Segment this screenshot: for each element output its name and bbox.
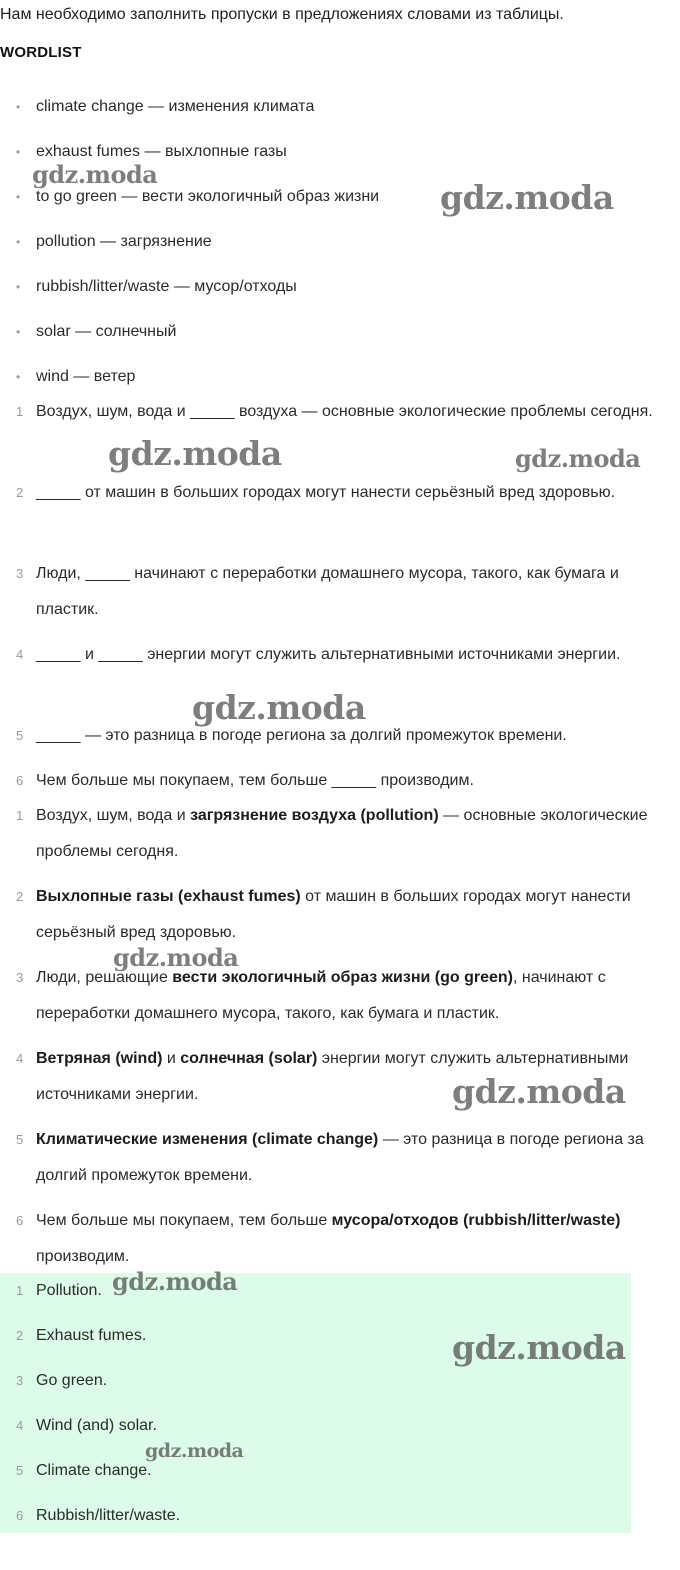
solution-text: и [162, 1050, 181, 1067]
answer-item [0, 1323, 672, 1368]
intro-text: Нам необходимо заполнить пропуски в предложениях словами из таблицы. [0, 6, 564, 23]
exercise-item [0, 475, 672, 556]
item-number: 3 [16, 1373, 24, 1388]
exercise-text: _____ и _____ энергии могут служить альтернативными источниками энергии. [36, 646, 621, 663]
wordlist-item: • pollution — загрязнение [0, 229, 379, 274]
watermark: gdz.moda [32, 160, 158, 189]
answer-text: Exhaust fumes. [36, 1327, 147, 1344]
item-number: 5 [16, 1132, 24, 1147]
exercise-item [0, 718, 672, 763]
item-number: 1 [16, 1283, 24, 1298]
solution-text: Чем больше мы покупаем, тем больше [36, 1212, 332, 1229]
item-number: 6 [16, 1508, 24, 1523]
exercise-item [0, 637, 672, 718]
item-number: 2 [16, 485, 24, 500]
answer-text: Go green. [36, 1372, 108, 1389]
exercise-item [0, 394, 672, 475]
exercise-text: _____ от машин в больших городах могут нанести серьёзный вред здоровью. [36, 484, 616, 501]
wordlist-item: • wind — ветер [0, 364, 379, 409]
solution-list [0, 798, 672, 1284]
solution-item [0, 798, 672, 879]
answer-text: Pollution. [36, 1282, 102, 1299]
answer-item [0, 1413, 672, 1458]
answer-item [0, 1458, 672, 1503]
item-number: 3 [16, 970, 24, 985]
item-number: 1 [16, 404, 24, 419]
solution-text: — это разница в погоде региона за долгий промежуток времени. [36, 1131, 644, 1184]
wordlist-heading: WORDLIST [0, 44, 82, 61]
answer-item [0, 1278, 672, 1323]
solution-text: Люди, решающие [36, 969, 173, 986]
solution-item [0, 879, 672, 960]
wordlist-item: • rubbish/litter/waste — мусор/отходы [0, 274, 379, 319]
solution-text: Воздух, шум, вода и [36, 807, 191, 824]
watermark: gdz.moda [452, 1072, 626, 1111]
answer-text: Climate change. [36, 1462, 152, 1479]
solution-text: — основные экологические проблемы сегодня. [36, 807, 648, 860]
item-number: 4 [16, 647, 24, 662]
solution-item [0, 960, 672, 1041]
solution-item [0, 1041, 672, 1122]
item-number: 5 [16, 1463, 24, 1478]
solution-text: , начинают с переработки домашнего мусора, такого, как бумага и пластик. [36, 969, 606, 1022]
solution-text: энергии могут служить альтернативными источниками энергии. [36, 1050, 629, 1103]
item-number: 2 [16, 1328, 24, 1343]
exercise-list [0, 394, 672, 808]
answer-text: Rubbish/litter/waste. [36, 1507, 181, 1524]
answer-item [0, 1368, 672, 1413]
answer-highlight: Выхлопные газы (exhaust fumes) [36, 888, 301, 905]
watermark: gdz.moda [192, 688, 366, 727]
watermark: gdz.moda [452, 1328, 626, 1367]
answer-item [0, 1503, 672, 1548]
watermark: gdz.moda [112, 1267, 238, 1296]
wordlist-item: • climate change — изменения климата [0, 94, 379, 139]
solution-text: от машин в больших городах могут нанести серьёзный вред здоровью. [36, 888, 631, 941]
watermark: gdz.moda [108, 434, 282, 473]
exercise-text: Люди, _____ начинают с переработки домашнего мусора, такого, как бумага и пластик. [36, 565, 619, 618]
solution-text: производим. [36, 1248, 130, 1265]
wordlist-item: • exhaust fumes — выхлопные газы [0, 139, 379, 184]
exercise-text: Чем больше мы покупаем, тем больше _____ производим. [36, 772, 474, 789]
answer-highlight: Климатические изменения (climate change) [36, 1131, 379, 1148]
item-number: 3 [16, 566, 24, 581]
watermark: gdz.moda [145, 1440, 244, 1462]
answer-highlight: вести экологичный образ жизни (go green) [172, 969, 513, 986]
answer-highlight: солнечная (solar) [180, 1050, 318, 1067]
item-number: 2 [16, 889, 24, 904]
watermark: gdz.moda [113, 943, 239, 972]
watermark: gdz.moda [515, 444, 641, 473]
item-number: 6 [16, 773, 24, 788]
answer-highlight: мусора/отходов (rubbish/litter/waste) [331, 1212, 621, 1229]
item-number: 5 [16, 728, 24, 743]
wordlist-item: • to go green — вести экологичный образ жизни [0, 184, 379, 229]
solution-item [0, 1203, 672, 1284]
wordlist-item: • solar — солнечный [0, 319, 379, 364]
exercise-text: _____ — это разница в погоде региона за долгий промежуток времени. [36, 727, 567, 744]
answer-text: Wind (and) solar. [36, 1417, 157, 1434]
item-number: 4 [16, 1051, 24, 1066]
wordlist [0, 94, 379, 409]
exercise-text: Воздух, шум, вода и _____ воздуха — основные экологические проблемы сегодня. [36, 403, 653, 420]
exercise-item [0, 556, 672, 637]
answer-highlight: Ветряная (wind) [36, 1050, 163, 1067]
item-number: 4 [16, 1418, 24, 1433]
solution-item [0, 1122, 672, 1203]
answer-highlight: загрязнение воздуха (pollution) [190, 807, 439, 824]
item-number: 6 [16, 1213, 24, 1228]
item-number: 1 [16, 808, 24, 823]
watermark: gdz.moda [440, 178, 614, 217]
answers-list [0, 1278, 672, 1548]
